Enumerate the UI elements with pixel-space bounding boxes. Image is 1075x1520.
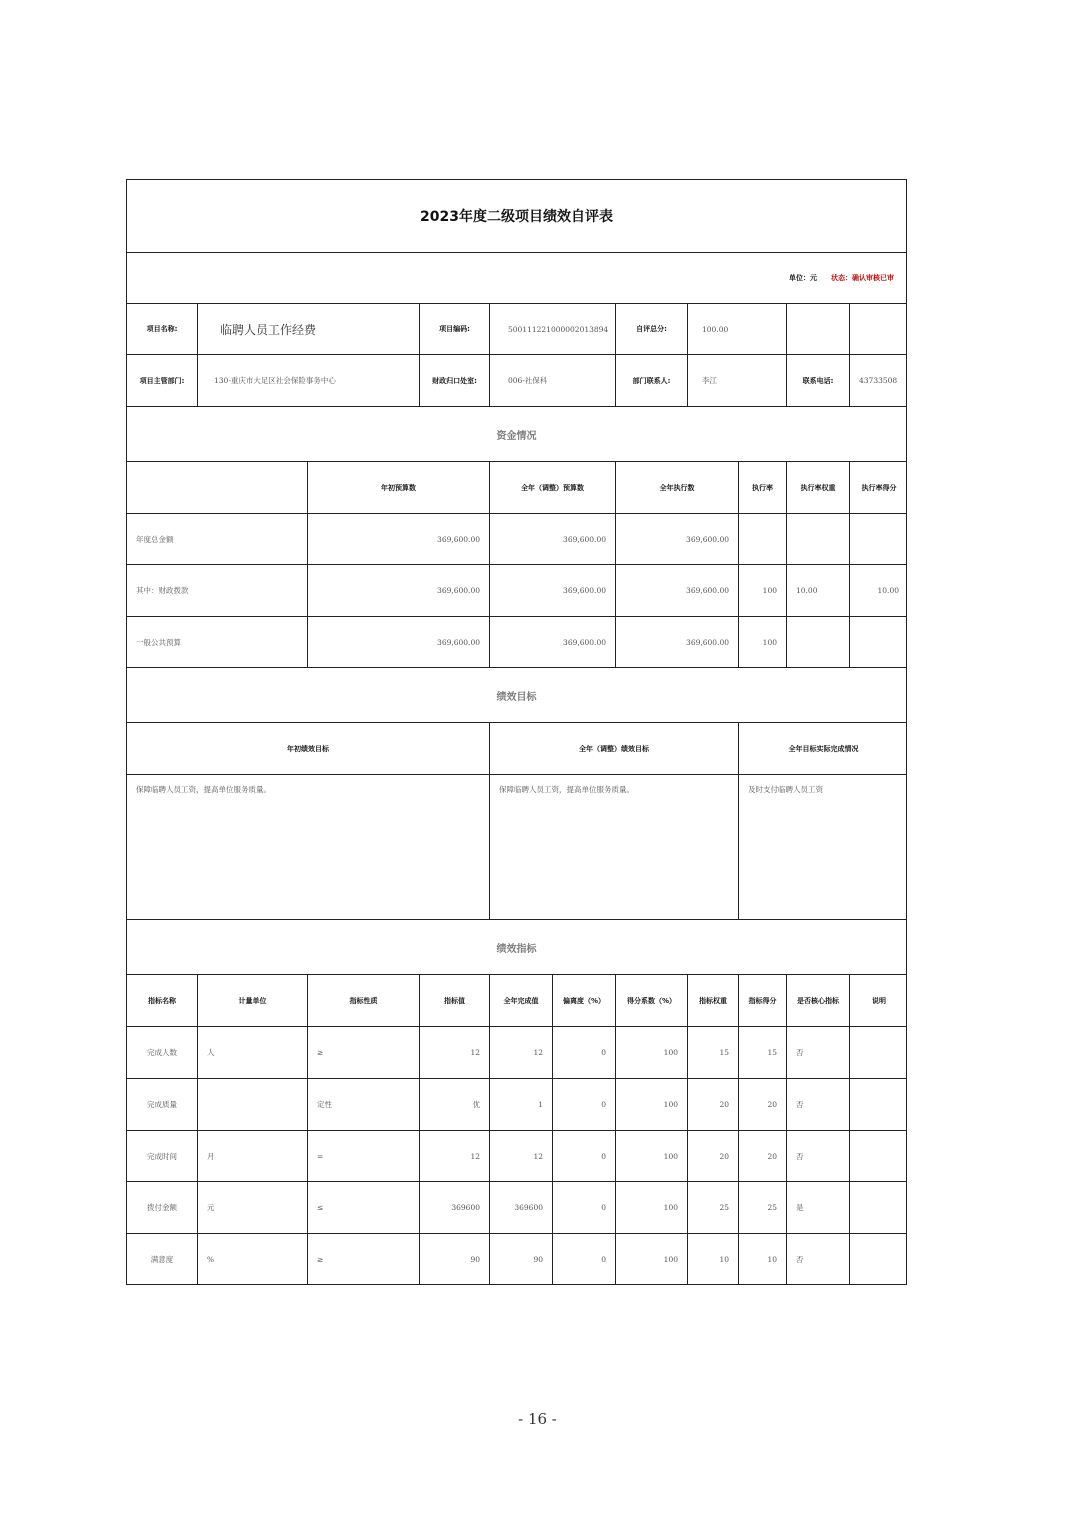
blank-cell: [787, 304, 850, 354]
funds-cell: 369,600.00: [490, 565, 616, 616]
blank-cell: [850, 304, 908, 354]
funds-cell: [850, 514, 908, 564]
funds-cell: 369,600.00: [308, 617, 490, 667]
indicator-cell: 12: [420, 1131, 490, 1181]
project-code-label: 项目编码:: [420, 304, 490, 354]
indicator-cell: 满意度: [127, 1234, 198, 1284]
funds-cell: 10.00: [787, 565, 850, 616]
indicator-header: 指标值: [420, 975, 490, 1026]
unit-label: 单位：元: [789, 274, 817, 282]
contact-label: 部门联系人:: [616, 355, 688, 406]
indicator-cell: [850, 1234, 908, 1284]
project-name-value: 临聘人员工作经费: [198, 304, 420, 354]
indicator-header: 全年完成值: [490, 975, 553, 1026]
indicator-cell: ≤: [308, 1182, 420, 1233]
funds-section-title: 资金情况: [496, 430, 537, 442]
self-score-label: 自评总分:: [616, 304, 688, 354]
funds-cell: 369,600.00: [490, 617, 616, 667]
phone-label: 联系电话:: [787, 355, 850, 406]
evaluation-table: [126, 179, 907, 1285]
indicator-header: 说明: [872, 996, 886, 1005]
goal-adjusted: 保障临聘人员工资，提高单位服务质量。: [490, 775, 739, 919]
indicator-cell: 完成人数: [127, 1027, 198, 1078]
goals-header-row: [126, 723, 907, 775]
goals-content-row: [126, 775, 907, 920]
indicator-cell: 100: [616, 1027, 688, 1078]
funds-header: [127, 462, 308, 513]
indicators-header-row: [126, 975, 907, 1027]
funds-cell: 369,600.00: [616, 565, 739, 616]
unit-status-line: [789, 253, 894, 303]
indicator-rows: [126, 1027, 907, 1285]
indicators-section-title: 绩效指标: [496, 943, 537, 955]
funds-cell: 一般公共预算: [127, 617, 308, 667]
project-name-label: 项目名称:: [127, 304, 198, 354]
dept-value: 130-重庆市大足区社会保险事务中心: [198, 355, 420, 406]
status-label: 状态：确认审核已审: [831, 274, 894, 282]
indicator-cell: 100: [616, 1234, 688, 1284]
indicator-cell: 369600: [490, 1182, 553, 1233]
indicator-cell: [198, 1079, 308, 1130]
funds-cell: 369,600.00: [308, 514, 490, 564]
phone-value: 43733508: [859, 376, 898, 385]
office-label: 财政归口处室:: [420, 355, 490, 406]
funds-header: 执行率权重: [787, 462, 850, 513]
indicator-row: [126, 1234, 907, 1285]
goal-initial: 保障临聘人员工资，提高单位服务质量。: [127, 775, 490, 919]
indicator-row: [126, 1182, 907, 1234]
indicator-cell: 90: [420, 1234, 490, 1284]
indicator-header: 计量单位: [198, 975, 308, 1026]
unit-row: [126, 253, 907, 304]
dept-label: 项目主管部门:: [127, 355, 198, 406]
indicator-cell: 15: [688, 1027, 739, 1078]
indicators-section-row: [126, 920, 907, 975]
indicator-cell: 369600: [420, 1182, 490, 1233]
indicator-cell: 90: [490, 1234, 553, 1284]
indicator-cell: 12: [490, 1027, 553, 1078]
indicator-cell: 拨付金额: [127, 1182, 198, 1233]
indicator-cell: =: [308, 1131, 420, 1181]
funds-cell: [739, 514, 787, 564]
indicator-cell: ≥: [308, 1234, 420, 1284]
funds-cell: 100: [739, 617, 787, 667]
funds-header: 全年（调整）预算数: [490, 462, 616, 513]
page-number: - 16 -: [518, 1410, 557, 1428]
funds-cell: 年度总金额: [127, 514, 308, 564]
indicator-cell: 100: [616, 1131, 688, 1181]
indicator-cell: 完成时间: [127, 1131, 198, 1181]
indicator-cell: [850, 1079, 908, 1130]
indicator-cell: 0: [553, 1027, 616, 1078]
indicator-cell: 人: [198, 1027, 308, 1078]
indicator-header: 指标名称: [127, 975, 198, 1026]
indicator-cell: 25: [688, 1182, 739, 1233]
indicator-cell: 定性: [308, 1079, 420, 1130]
indicator-cell: 100: [616, 1182, 688, 1233]
indicator-cell: 否: [787, 1027, 850, 1078]
funds-section-row: [126, 407, 907, 462]
indicator-cell: 0: [553, 1234, 616, 1284]
goals-section-title: 绩效目标: [496, 691, 537, 703]
indicator-header: 指标性质: [308, 975, 420, 1026]
indicator-cell: [850, 1027, 908, 1078]
indicator-cell: 0: [553, 1131, 616, 1181]
funds-header: 执行率: [739, 462, 787, 513]
funds-cell: 369,600.00: [308, 565, 490, 616]
funds-header: 年初预算数: [308, 462, 490, 513]
indicator-cell: 0: [553, 1182, 616, 1233]
indicator-header: 指标权重: [688, 975, 739, 1026]
indicator-cell: 20: [688, 1079, 739, 1130]
self-score-value: 100.00: [688, 304, 787, 354]
indicator-cell: 12: [490, 1131, 553, 1181]
indicator-cell: 否: [787, 1234, 850, 1284]
indicator-header: 得分系数（%）: [616, 975, 688, 1026]
indicator-cell: ≥: [308, 1027, 420, 1078]
indicator-header: 偏离度（%）: [553, 975, 616, 1026]
contact-value: 李江: [688, 355, 787, 406]
indicator-cell: 12: [420, 1027, 490, 1078]
funds-cell: [787, 617, 850, 667]
indicator-row: [126, 1131, 907, 1182]
indicator-cell: 元: [198, 1182, 308, 1233]
title-row: [126, 179, 907, 253]
goals-section-row: [126, 668, 907, 723]
indicator-cell: 否: [787, 1079, 850, 1130]
page-title: 2023年度二级项目绩效自评表: [420, 209, 613, 225]
indicator-header: 是否核心指标: [787, 975, 850, 1026]
indicator-cell: 0: [553, 1079, 616, 1130]
indicator-cell: 完成质量: [127, 1079, 198, 1130]
project-code-value: 500111221000002013894: [490, 304, 616, 354]
funds-cell: 10.00: [877, 586, 899, 595]
funds-cell: 369,600.00: [616, 514, 739, 564]
funds-row: [126, 565, 907, 617]
indicator-cell: 1: [490, 1079, 553, 1130]
indicator-cell: %: [198, 1234, 308, 1284]
project-name-row: [126, 304, 907, 355]
funds-cell: 100: [739, 565, 787, 616]
goal-actual: 及时支付临聘人员工资: [748, 785, 823, 794]
indicator-cell: 10: [688, 1234, 739, 1284]
funds-cell: [850, 617, 908, 667]
goals-header: 年初绩效目标: [127, 723, 490, 774]
funds-header: 执行率得分: [861, 483, 897, 492]
indicator-cell: 15: [739, 1027, 787, 1078]
indicator-cell: 是: [787, 1182, 850, 1233]
indicator-cell: [850, 1131, 908, 1181]
funds-header: 全年执行数: [616, 462, 739, 513]
indicator-cell: 25: [739, 1182, 787, 1233]
funds-header-row: [126, 462, 907, 514]
funds-cell: 369,600.00: [490, 514, 616, 564]
indicator-cell: 100: [616, 1079, 688, 1130]
office-value: 006-社保科: [490, 355, 616, 406]
funds-row: [126, 617, 907, 668]
project-dept-row: [126, 355, 907, 407]
indicator-cell: 20: [688, 1131, 739, 1181]
indicator-cell: 10: [739, 1234, 787, 1284]
funds-cell: 369,600.00: [616, 617, 739, 667]
goals-header: 全年（调整）绩效目标: [490, 723, 739, 774]
indicator-cell: 20: [739, 1079, 787, 1130]
goals-header: 全年目标实际完成情况: [788, 744, 859, 753]
indicator-cell: [850, 1182, 908, 1233]
indicator-row: [126, 1079, 907, 1131]
indicator-header: 指标得分: [739, 975, 787, 1026]
funds-cell: [787, 514, 850, 564]
funds-cell: 其中：财政拨款: [127, 565, 308, 616]
indicator-cell: 否: [787, 1131, 850, 1181]
indicator-cell: 优: [420, 1079, 490, 1130]
indicator-cell: 月: [198, 1131, 308, 1181]
indicator-cell: 20: [739, 1131, 787, 1181]
funds-row: [126, 514, 907, 565]
indicator-row: [126, 1027, 907, 1079]
